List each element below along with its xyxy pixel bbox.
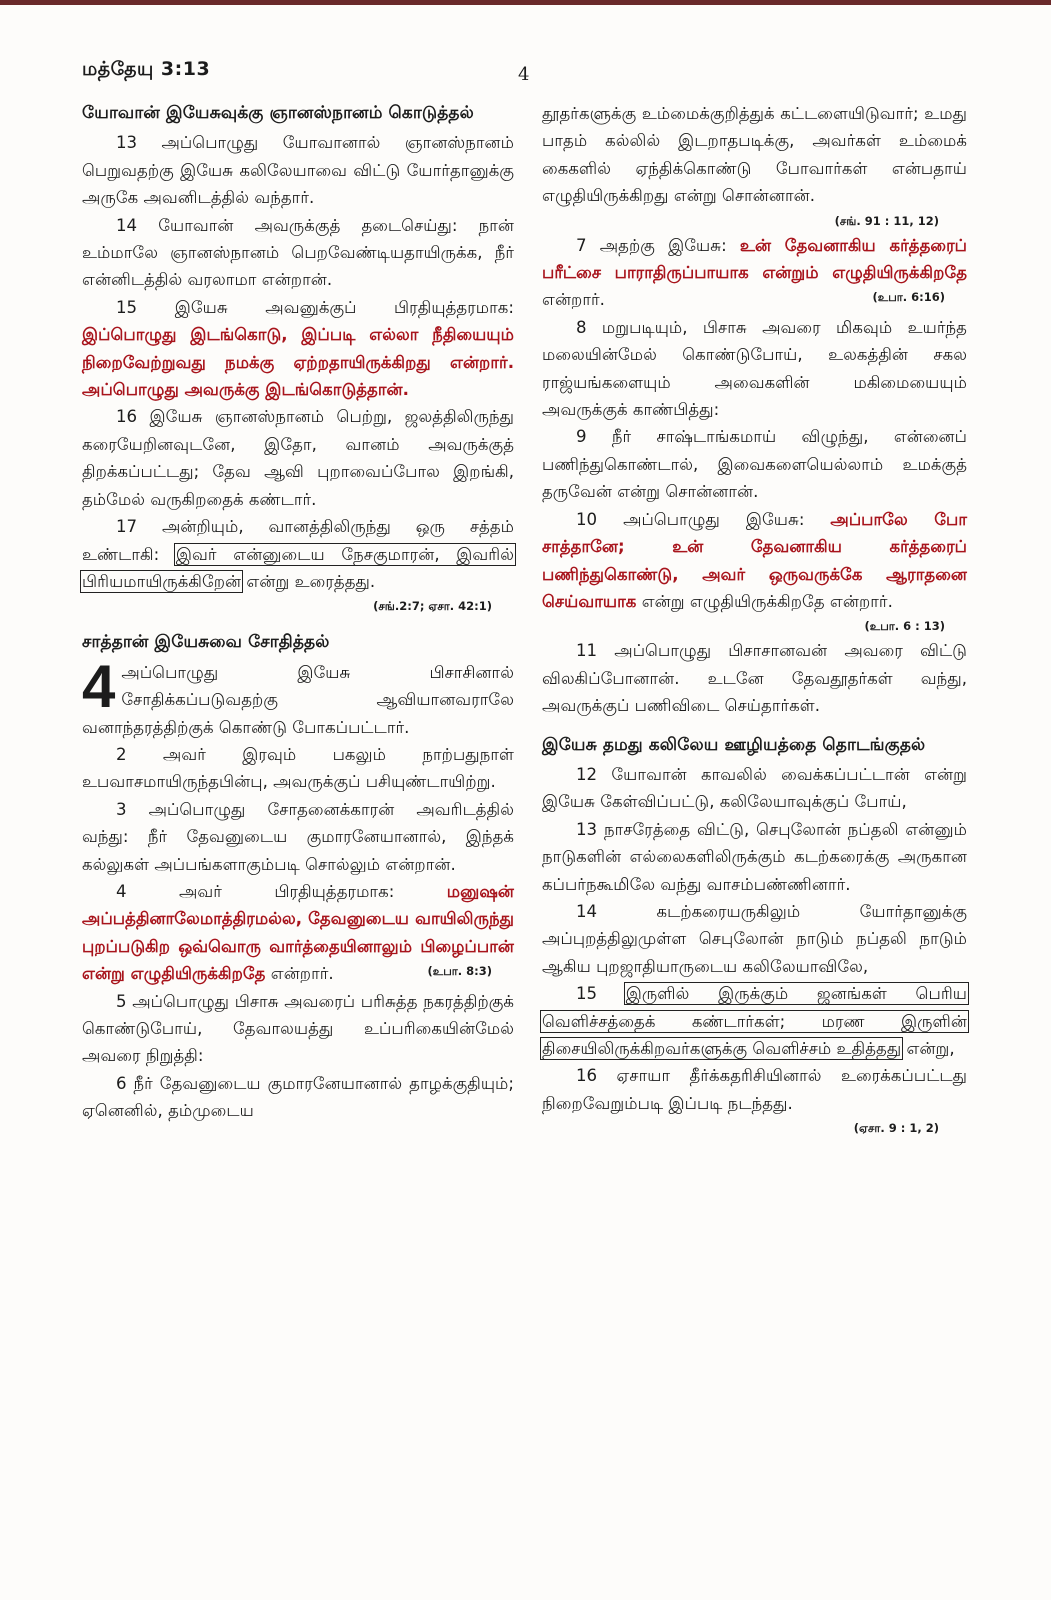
verse-4-1-text: அப்பொழுது இயேசு பிசாசினால் சோதிக்கப்படுவதற்கு ஆவியானவராலே வனாந்தரத்திற்குக் கொண்டு போகப்பட்டார். xyxy=(82,662,514,737)
verse-4-4-intro: 4 அவர் பிரதியுத்தரமாக: xyxy=(116,881,395,901)
section-heading-baptism: யோவான் இயேசுவுக்கு ஞானஸ்நானம் கொடுத்தல் xyxy=(82,103,474,123)
left-column xyxy=(82,100,514,1125)
verse-4-1 xyxy=(82,652,514,741)
verse-4-13: 13 நாசரேத்தை விட்டு, செபுலோன் நப்தலி என்னும் நாடுகளின் எல்லைகளிலிருக்கும் கடற்கரைக்கு அருகான கப்பர்நகூமிலே வந்து வாசம்பண்ணினார். xyxy=(542,819,967,894)
verse-4-15-boxed-quote: இருளில் இருக்கும் ஜனங்கள் பெரிய வெளிச்சத்தைக் கண்டார்கள்; மரண இருளின் திசையிலிருக்கிறவர்களுக்கு வெளிச்சம் உதித்தது xyxy=(542,984,967,1058)
right-column xyxy=(542,100,967,1139)
section-heading-galilean-ministry: இயேசு தமது கலிலேய ஊழியத்தை தொடங்குதல் xyxy=(542,734,926,755)
verse-4-14: 14 கடற்கரையருகிலும் யோர்தானுக்கு அப்புறத்திலுமுள்ள செபுலோன் நாடும் நப்தலி நாடும் ஆகிய புறஜாதியாருடைய கலிலேயாவிலே, xyxy=(542,901,967,976)
verse-3-15-intro: 15 இயேசு அவனுக்குப் பிரதியுத்தரமாக: xyxy=(116,297,514,317)
cross-reference: (உபா. 6 : 13) xyxy=(864,619,945,634)
verse-4-15 xyxy=(542,980,967,1062)
verse-3-17-intro: 17 அன்றியும், வானத்திலிருந்து ஒரு சத்தம் உண்டாகி: xyxy=(82,517,514,564)
verse-4-4-end: என்றார். xyxy=(270,964,334,984)
verse-4-15-number: 15 xyxy=(576,984,598,1004)
verse-4-7-words-of-jesus: உன் தேவனாகிய கர்த்தரைப் பரீட்சை பாராதிருப்பாயாக என்றும் எழுதியிருக்கிறதே xyxy=(542,235,967,283)
verse-4-15-end: என்று, xyxy=(906,1039,955,1058)
verse-4-4 xyxy=(82,878,514,988)
verse-4-4-words-of-jesus: மனுஷன் அப்பத்தினாலேமாத்திரமல்ல, தேவனுடைய வாயிலிருந்து புறப்படுகிற ஒவ்வொரு வார்த்தையினாலும் பிழைப்பான் என்று எழுதியிருக்கிறதே xyxy=(82,881,514,984)
verse-3-17 xyxy=(82,513,514,614)
verse-3-16: 16 இயேசு ஞானஸ்நானம் பெற்று, ஜலத்திலிருந்து கரையேறினவுடனே, இதோ, வானம் அவருக்குத் திறக்கப்பட்டது; தேவ ஆவி புறாவைப்போல இறங்கி, தம்மேல் வருகிறதைக் கண்டார். xyxy=(82,407,514,509)
verse-4-6-continued: தூதர்களுக்கு உம்மைக்குறித்துக் கட்டளையிடுவார்; உமது பாதம் கல்லில் இடறாதபடிக்கு, அவர்கள் உம்மைக் கைகளில் ஏந்திக்கொண்டு போவார்கள் என்பதாய் எழுதியிருக்கிறது என்று சொன்னான். xyxy=(542,104,967,206)
verse-4-16: 16 ஏசாயா தீர்க்கதரிசியினால் உரைக்கப்பட்டது நிறைவேறும்படி இப்படி நடந்தது. xyxy=(542,1066,968,1113)
verse-4-12: 12 யோவான் காவலில் வைக்கப்பட்டான் என்று இயேசு கேள்விப்பட்டு, கலிலேயாவுக்குப் போய், xyxy=(542,764,967,812)
verse-4-10-words-of-jesus: அப்பாலே போ சாத்தானே; உன் தேவனாகிய கர்த்தரைப் பணிந்துகொண்டு, அவர் ஒருவருக்கே ஆராதனை செய்வாயாக xyxy=(542,509,967,611)
verse-3-15 xyxy=(82,294,514,404)
verse-4-7-intro: 7 அதற்கு இயேசு: xyxy=(576,235,727,255)
verse-4-10 xyxy=(542,506,967,634)
verse-4-6: 6 நீர் தேவனுடைய குமாரனேயானால் தாழக்குதியும்; ஏனெனில், தம்முடைய xyxy=(82,1073,514,1121)
verse-3-15-words-of-jesus: இப்பொழுது இடங்கொடு, இப்படி எல்லா நீதியையும் நிறைவேற்றுவது நமக்கு ஏற்றதாயிருக்கிறது என்றார். அப்பொழுது அவருக்கு இடங்கொடுத்தான். xyxy=(82,325,514,400)
verse-3-17-end: என்று உரைத்தது. xyxy=(246,571,376,591)
verse-4-5: 5 அப்பொழுது பிசாசு அவரைப் பரிசுத்த நகரத்திற்குக் கொண்டுபோய், தேவாலயத்து உப்பரிகையின்மேல் அவரை நிறுத்தி: xyxy=(82,991,514,1066)
verse-4-3: 3 அப்பொழுது சோதனைக்காரன் அவரிடத்தில் வந்து: நீர் தேவனுடைய குமாரனேயானால், இந்தக் கல்லுகள் அப்பங்களாகும்படி சொல்லும் என்றான். xyxy=(82,799,514,874)
section-heading-temptation: சாத்தான் இயேசுவை சோதித்தல் xyxy=(82,632,330,653)
cross-reference: (சங். 91 : 11, 12) xyxy=(834,213,939,228)
verse-3-17-boxed-quote: இவர் என்னுடைய நேசகுமாரன், இவரில் பிரியமாயிருக்கிறேன் xyxy=(82,544,514,591)
page-number: 4 xyxy=(518,64,530,85)
verse-4-2: 2 அவர் இரவும் பகலும் நாற்பதுநாள் உபவாசமாயிருந்தபின்பு, அவருக்குப் பசியுண்டாயிற்று. xyxy=(82,744,514,792)
verse-4-10-end: என்று எழுதியிருக்கிறதே என்றார். xyxy=(641,591,893,611)
verse-4-9: 9 நீர் சாஷ்டாங்கமாய் விழுந்து, என்னைப் பணிந்துகொண்டால், இவைகளையெல்லாம் உமக்குத் தருவேன் என்று சொன்னான். xyxy=(542,427,967,502)
verse-4-11: 11 அப்பொழுது பிசாசானவன் அவரை விட்டு விலகிப்போனான். உடனே தேவதூதர்கள் வந்து, அவருக்குப் பணிவிடை செய்தார்கள். xyxy=(542,641,967,716)
cross-reference: (உபா. 6:16) xyxy=(872,290,945,305)
verse-3-14: 14 யோவான் அவருக்குத் தடைசெய்து: நான் உம்மாலே ஞானஸ்நானம் பெறவேண்டியதாயிருக்க, நீர் என்னிடத்தில் வரலாமா என்றான். xyxy=(82,215,514,290)
page-top-edge xyxy=(0,0,1051,5)
chapter-number-dropcap: 4 xyxy=(82,652,116,720)
cross-reference: (ஏசா. 9 : 1, 2) xyxy=(853,1121,939,1136)
cross-reference: (உபா. 8:3) xyxy=(427,964,492,979)
verse-3-13: 13 அப்பொழுது யோவானால் ஞானஸ்நானம் பெறுவதற்கு இயேசு கலிலேயாவை விட்டு யோர்தானுக்கு அருகே அவனிடத்தில் வந்தார். xyxy=(82,133,514,208)
cross-reference: (சங்.2:7; ஏசா. 42:1) xyxy=(373,599,492,614)
verse-4-10-intro: 10 அப்பொழுது இயேசு: xyxy=(576,509,805,529)
verse-4-7-end: என்றார். xyxy=(542,290,605,310)
verse-4-8: 8 மறுபடியும், பிசாசு அவரை மிகவும் உயர்ந்த மலையின்மேல் கொண்டுபோய், உலகத்தின் சகல ராஜ்யங்களையும் அவைகளின் மகிமையையும் அவருக்குக் காண்பித்து: xyxy=(542,317,967,420)
running-head: மத்தேயு 3:13 xyxy=(82,58,211,80)
verse-4-7 xyxy=(542,232,967,314)
